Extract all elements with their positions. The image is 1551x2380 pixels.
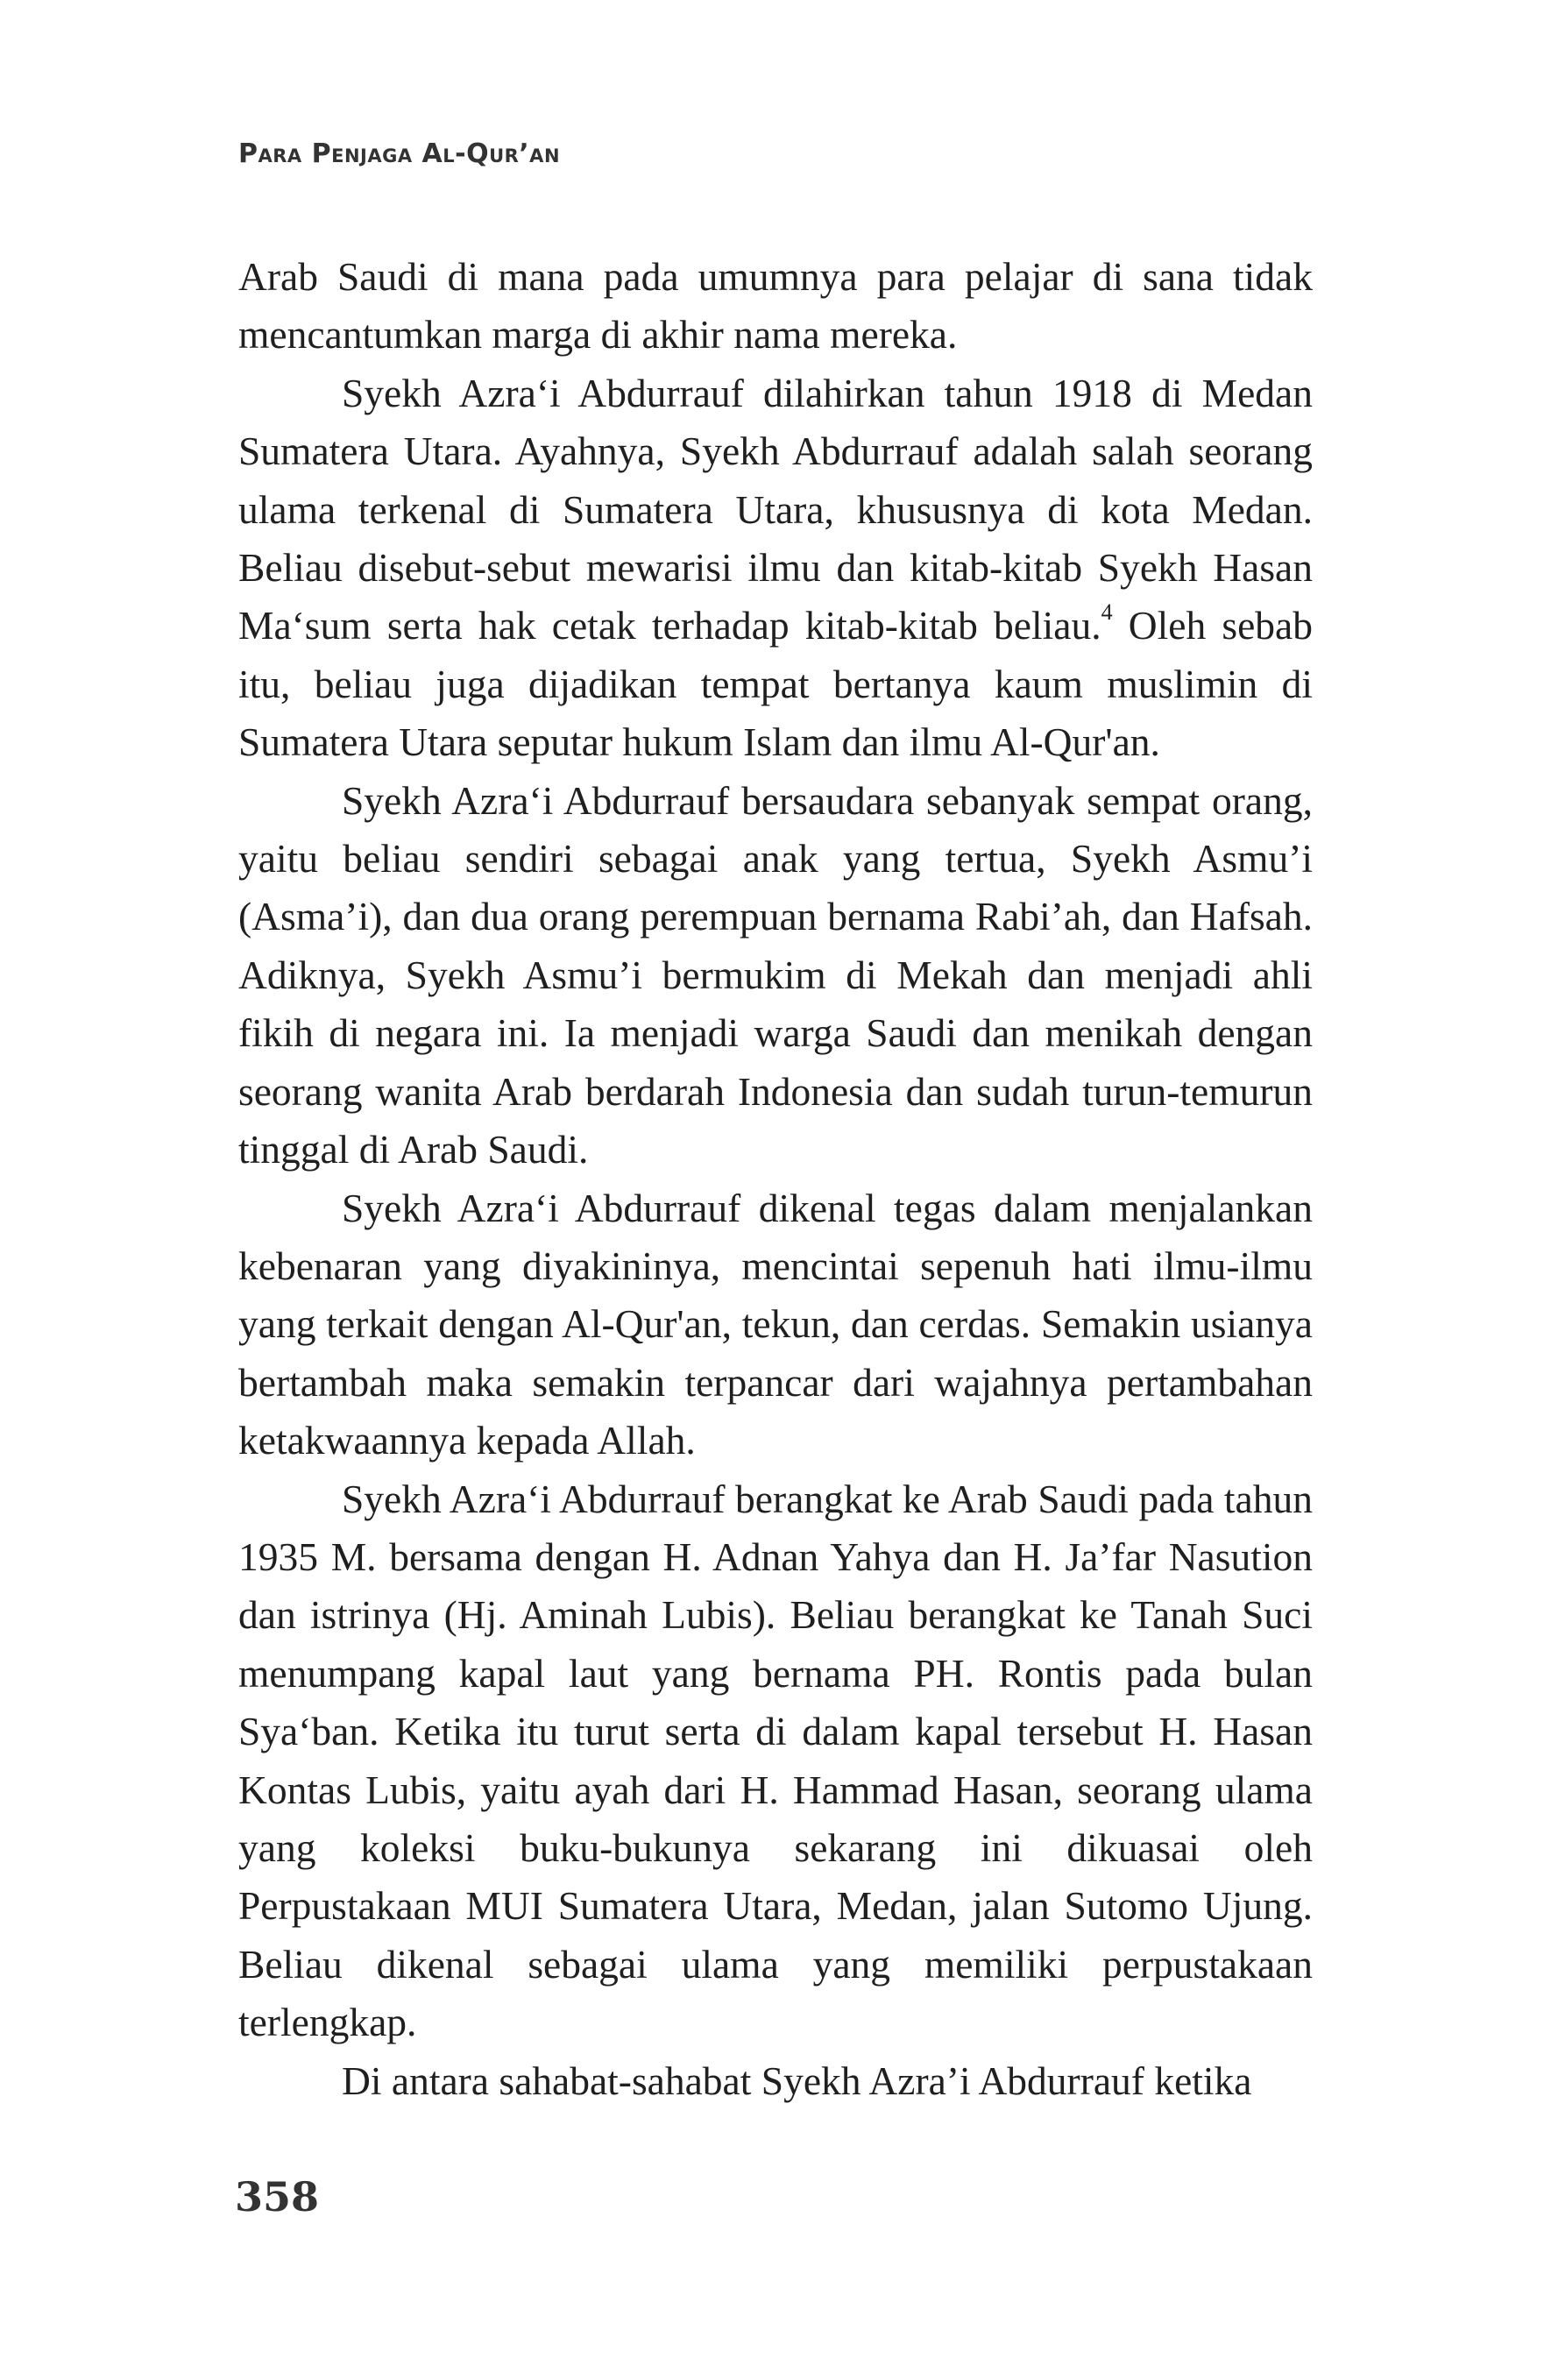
paragraph: [238, 365, 1313, 772]
running-head: Para Penjaga Al-Qur’an: [238, 138, 561, 169]
body-text: [238, 248, 1313, 2110]
paragraph-text: Syekh Azra‘i Abdurrauf dilahirkan tahun 1918 di Medan Sumatera Utara. Ayahnya, Syekh Abdurrauf adalah salah seorang ulama terkenal di Sumatera Utara, khususnya di kota Medan. Beliau disebut-sebut mewarisi ilmu dan kitab-kitab Syekh Hasan Ma‘sum serta hak cetak terhadap kitab-kitab beliau.: [238, 370, 1313, 648]
paragraph: Di antara sahabat-sahabat Syekh Azra’i Abdurrauf ketika: [342, 2058, 1252, 2103]
paragraph: Syekh Azra‘i Abdurrauf berangkat ke Arab Saudi pada tahun 1935 M. bersama dengan H. Adnan Yahya dan H. Ja’far Nasution dan istrinya (Hj. Aminah Lubis). Beliau berangkat ke Tanah Suci menumpang kapal laut yang bernama PH. Rontis pada bulan Sya‘ban. Ketika itu turut serta di dalam kapal tersebut H. Hasan Kontas Lubis, yaitu ayah dari H. Hammad Hasan, seorang ulama yang koleksi buku-bukunya sekarang ini dikuasai oleh Perpustakaan MUI Sumatera Utara, Medan, jalan Sutomo Ujung. Beliau dikenal sebagai ulama yang memiliki perpustakaan terlengkap.: [238, 1476, 1313, 2045]
page-number: 358: [235, 2173, 320, 2221]
paragraph-text: Oleh sebab itu, beliau juga dijadikan tempat bertanya kaum muslimin di Sumatera Utara seputar hukum Islam dan ilmu Al-Qur'an.: [238, 603, 1313, 765]
footnote-reference: 4: [1101, 599, 1113, 626]
paragraph: Syekh Azra‘i Abdurrauf dikenal tegas dalam menjalankan kebenaran yang diyakininya, mencintai sepenuh hati ilmu-ilmu yang terkait dengan Al-Qur'an, tekun, dan cerdas. Semakin usianya bertambah maka semakin terpancar dari wajahnya pertambahan ketakwaannya kepada Allah.: [238, 1185, 1313, 1463]
paragraph: Arab Saudi di mana pada umumnya para pelajar di sana tidak mencantumkan marga di akhir nama mereka.: [238, 254, 1313, 358]
paragraph: Syekh Azra‘i Abdurrauf bersaudara sebanyak sempat orang, yaitu beliau sendiri sebagai anak yang tertua, Syekh Asmu’i (Asma’i), dan dua orang perempuan bernama Rabi’ah, dan Hafsah. Adiknya, Syekh Asmu’i bermukim di Mekah dan menjadi ahli fikih di negara ini. Ia menjadi warga Saudi dan menikah dengan seorang wanita Arab berdarah Indonesia dan sudah turun-temurun tinggal di Arab Saudi.: [238, 777, 1313, 1172]
